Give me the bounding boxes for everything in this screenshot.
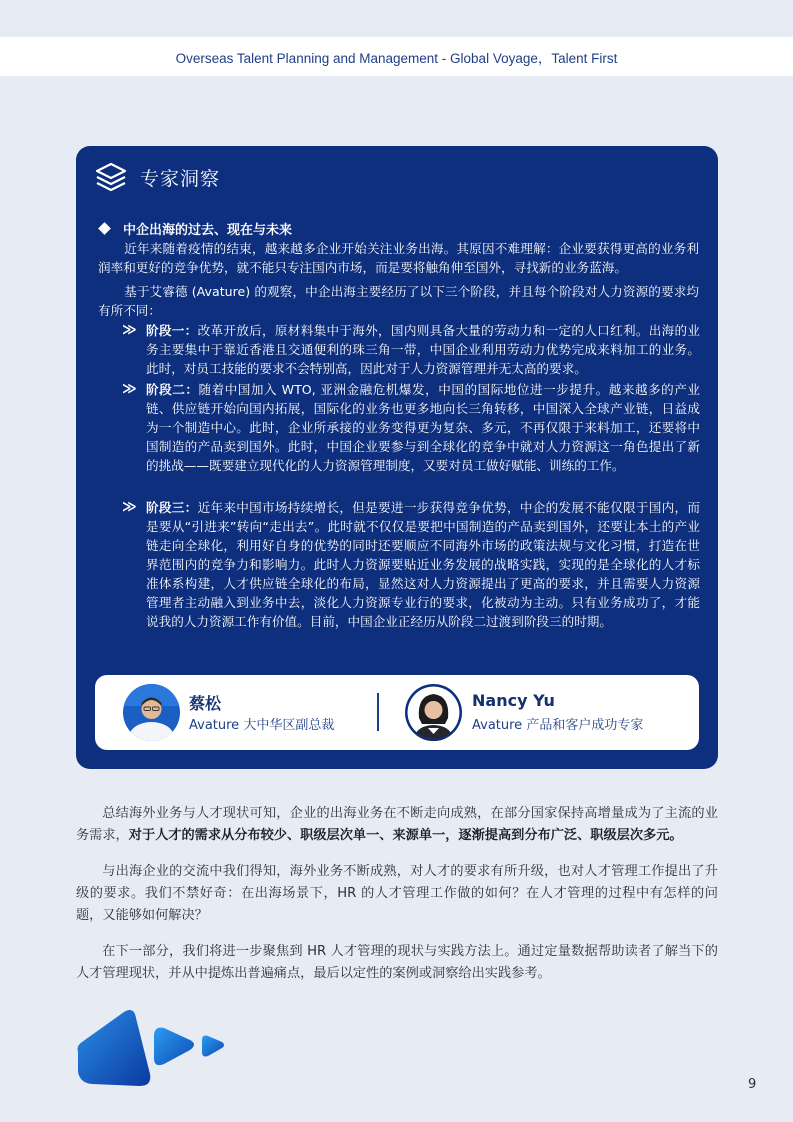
avatar-nancy-yu-photo: [405, 684, 462, 741]
avatar-cai-song-photo: [123, 684, 180, 741]
stage-two: [122, 380, 700, 475]
stage-two-text: 随着中国加入 WTO, 亚洲金融危机爆发，中国的国际地位进一步提升。越来越多的产业链、供应链开始向国内拓展，国际化的业务也更多地向长三角转移，中国深入全球产业链，日益成为一个制造中心。此时，企业所承接的业务变得更为复杂、多元，不再仅限于来料加工，还要将中国制造的产品卖到国外。此时，中国企业要参与到全球化的竞争中就对人力资源这一角色提出了新的挑战——既要建立现代化的人力资源管理制度，又要对员工做好赋能、训练的工作。: [146, 382, 700, 473]
next-part-paragraph: [76, 941, 718, 985]
expert-name-cai-song: 蔡松: [189, 694, 222, 713]
expert-role-nancy-yu: Avature 产品和客户成功专家: [472, 718, 644, 733]
stage-one-label: 阶段一：: [146, 323, 198, 338]
summary-paragraph-highlight: 对于人才的需求从分布较少、职级层次单一、来源单一，逐渐提高到分布广泛、职级层次多元。: [128, 828, 683, 843]
next-part-paragraph-text: 在下一部分，我们将进一步聚焦到 HR 人才管理的现状与实践方法上。通过定量数据帮助读者了解当下的人才管理现状，并从中提炼出普遍痛点，最后以定性的案例或洞察给出实践参考。: [76, 944, 718, 981]
observation-paragraph-text: 基于艾睿德 (Avature) 的观察，中企出海主要经历了以下三个阶段，并且每个阶段对人力资源的要求均有所不同：: [98, 284, 699, 318]
stage-three-body: [146, 498, 700, 631]
double-chevron-icon: ≫: [122, 322, 137, 338]
expert-name-nancy-yu: Nancy Yu: [472, 691, 555, 710]
observation-paragraph: [98, 282, 699, 320]
expert-role-cai-song: Avature 大中华区副总裁: [189, 718, 335, 733]
expert-profiles: [95, 675, 699, 750]
diamond-bullet-icon: [98, 222, 111, 235]
double-chevron-icon: ≫: [122, 381, 137, 397]
layers-icon: [94, 160, 128, 194]
stage-one: [122, 321, 700, 378]
card-header: [94, 160, 220, 194]
summary-paragraph-text: 总结海外业务与人才现状可知，企业的出海业务在不断走向成熟，在部分国家保持高增量成为了主流的业务需求，: [76, 806, 718, 843]
stage-three-label: 阶段三：: [146, 500, 198, 515]
running-header: [0, 37, 793, 76]
stage-two-body: [146, 380, 700, 475]
section-title-text: 中企出海的过去、现在与未来: [123, 223, 293, 238]
profile-divider: [377, 693, 379, 731]
avatar-nancy-yu: [405, 684, 462, 741]
stage-one-text: 改革开放后，原材料集中于海外，国内则具备大量的劳动力和一定的人口红利。出海的业务主要集中于靠近香港且交通便利的珠三角一带，中国企业利用劳动力优势完成来料加工的业务。此时，对员工技能的要求不会特别高，因此对于人力资源管理并无太高的要求。: [146, 323, 700, 376]
exchange-paragraph: [76, 861, 718, 927]
stage-three-text: 近年来中国市场持续增长，但是要进一步获得竞争优势，中企的发展不能仅限于国内，而是要从“引进来”转向“走出去”。此时就不仅仅是要把中国制造的产品卖到国外，还要让本土的产业链走向全球化，利用好自身的优势的同时还要顺应不同海外市场的政策法规与文化习惯，打造在世界范围内的竞争力和影响力。此时人力资源要贴近业务发展的战略实践，实现的是全球化的人才标准体系构建，人才供应链全球化的布局，显然这对人力资源提出了更高的要求，并且需要人力资源管理者主动融入到业务中去，淡化人力资源专业行的要求，化被动为主动。只有业务成功了，才能说我的人力资源工作有价值。目前，中国企业正经历从阶段二过渡到阶段三的时期。: [146, 500, 700, 629]
avatar-cai-song: [123, 684, 180, 741]
section-title: [96, 219, 292, 238]
summary-paragraph: [76, 803, 718, 847]
decorative-triangles: [74, 1006, 234, 1090]
double-chevron-icon: ≫: [122, 499, 137, 515]
running-header-title: Overseas Talent Planning and Management - Global Voyage，Talent First: [175, 50, 618, 66]
page-number: 9: [748, 1077, 757, 1092]
stage-two-label: 阶段二：: [146, 382, 199, 397]
expert-insight-card: [76, 146, 718, 769]
stage-one-body: [146, 321, 700, 378]
intro-paragraph: [98, 239, 699, 277]
card-title: 专家洞察: [140, 167, 221, 190]
exchange-paragraph-text: 与出海企业的交流中我们得知，海外业务不断成熟，对人才的要求有所升级，也对人才管理工作提出了升级的要求。我们不禁好奇：在出海场景下，HR 的人才管理工作做的如何？在人才管理的过程中有怎样的问题，又能够如何解决？: [76, 864, 718, 923]
stage-three: [122, 498, 700, 631]
intro-paragraph-text: 近年来随着疫情的结束，越来越多企业开始关注业务出海。其原因不难理解：企业要获得更高的业务利润率和更好的竞争优势，就不能只专注国内市场，而是要将触角伸至国外，寻找新的业务蓝海。: [98, 241, 699, 275]
